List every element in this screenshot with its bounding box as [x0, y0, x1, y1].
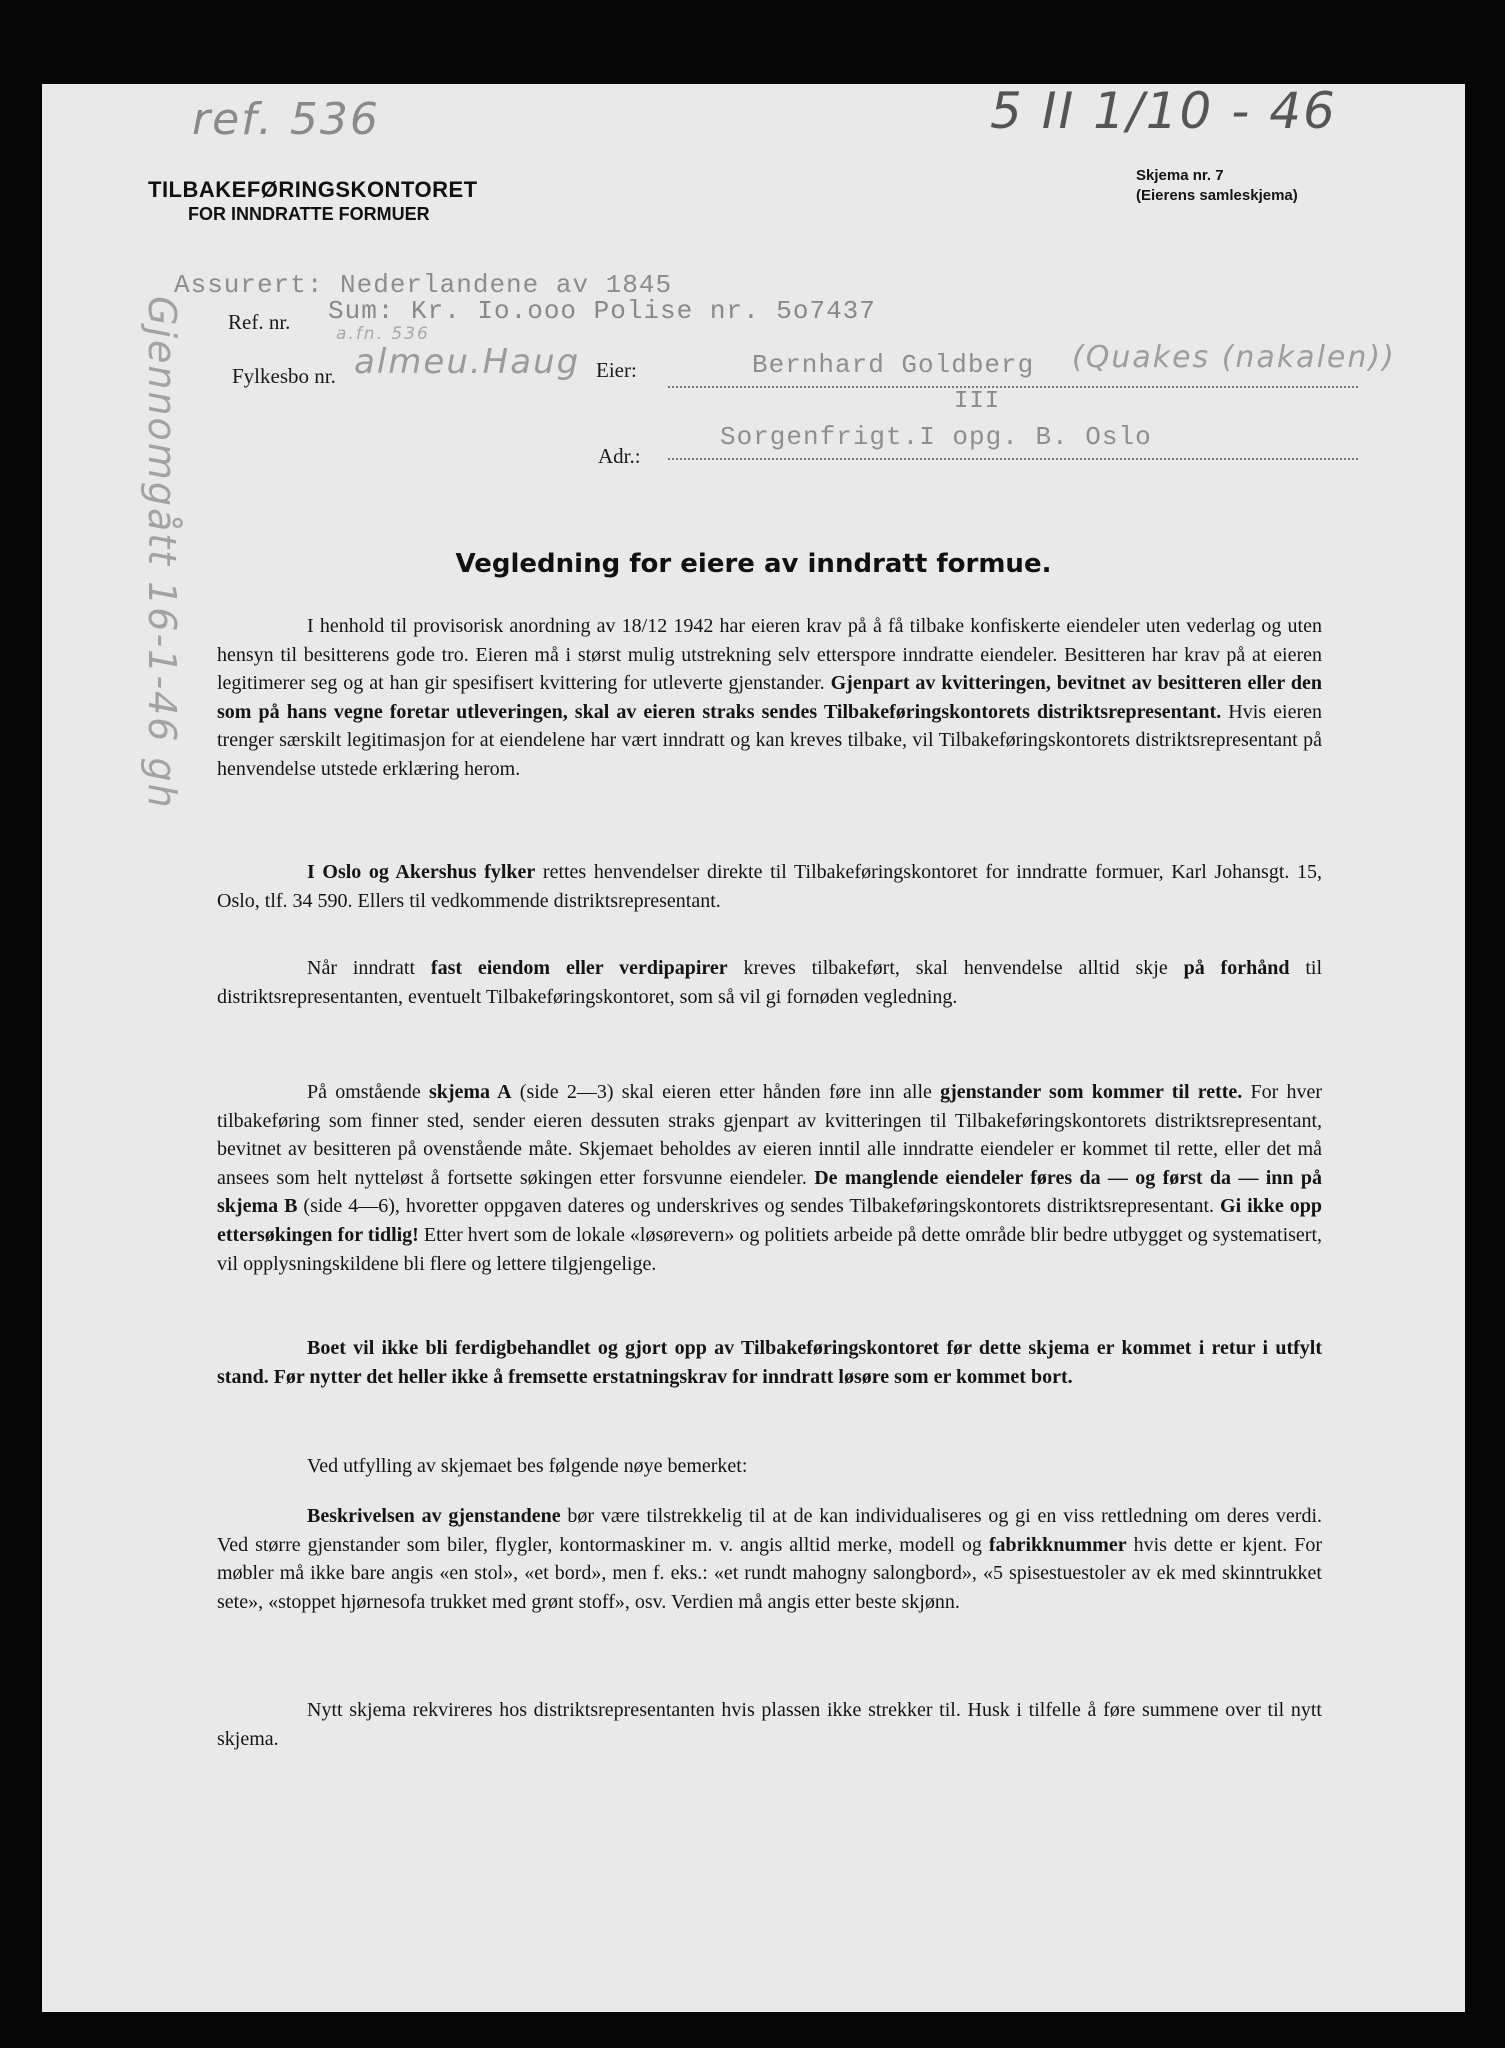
p7-text-c: fabrikknummer [988, 1533, 1127, 1556]
adr-label: Adr.: [598, 444, 641, 468]
p4-text-e: For hver tilbakeføring som finner sted, sender eieren dessuten straks gjenpart av kvitteringen til Tilbakeføringskontorets distriktsrepresentant, bevitnet av besitteren på ovenstående måte. Skjemaet beholdes av eieren inntil alle inndratte eiendeler er kommet til rette, eller det må ansees som helt nytteløst å fortsette søkingen etter forsvunne eiendeler. [217, 1081, 1323, 1189]
fylkesbo-value: almeu.Haug [354, 342, 581, 382]
form-number-block [1136, 166, 1298, 206]
paragraph-8 [217, 1696, 1322, 1753]
p4-text-g: (side 4—6), hvoretter oppgaven dateres og underskrives og sendes Tilbakeføringskontorets distriktsrepresentant. [303, 1195, 1215, 1218]
p3-text-b: fast eiendom eller verdipapirer [430, 957, 728, 979]
paragraph-2 [217, 858, 1322, 915]
p4-text-i: Etter hvert som de lokale «løsørevern» og politiets arbeide på dette område blir bedre utbygget og systematisert, vil opplysningskildene bli flere og lettere tilgjengelige. [217, 1223, 1323, 1275]
paragraph-5 [217, 1334, 1322, 1391]
form-number: Skjema nr. 7 [1136, 167, 1224, 184]
p7-text-a: Beskrivelsen av gjenstandene [307, 1505, 561, 1527]
handwritten-ref-note: ref. 536 [192, 94, 380, 145]
paragraph-1 [217, 612, 1322, 784]
p1-text-c: Hvis eieren trenger særskilt legitimasjon for at eiendelene har vært inndratt og kan kreves tilbake, vil Tilbakeføringskontorets distriktsrepresentant på henvendelse utstede erklæring herom. [217, 700, 1322, 780]
document-title: Vegledning for eiere av inndratt formue. [455, 549, 1052, 579]
p4-text-h: Gi ikke opp ettersøkingen for tidlig! [217, 1195, 1323, 1246]
p4-text-c: (side 2—3) skal eieren etter hånden føre inn alle [519, 1081, 932, 1103]
org-name: TILBAKEFØRINGSKONTORET [148, 177, 478, 202]
p3-text-d: på forhånd [1183, 957, 1290, 979]
p2-text-a: I Oslo og Akershus fylker [307, 861, 536, 883]
p3-text-e: til distriktsrepresentanten, eventuelt Tilbakeføringskontoret, som så vil gi fornøden vegledning. [217, 957, 1322, 1008]
p5-text: Boet vil ikke bli ferdigbehandlet og gjort opp av Tilbakeføringskontoret før dette skjema er kommet i retur i utfylt stand. Før nytter det heller ikke å fremsette erstatningskrav for inndratt løsøre som er kommet bort. [217, 1337, 1322, 1388]
sum-line: Sum: Kr. Io.ooo Polise nr. 5o7437 [328, 296, 876, 326]
p2-text-b: rettes henvendelser direkte til Tilbakeføringskontoret for inndratte formuer, Karl Johansgt. 15, Oslo, tlf. 34 590. Ellers til vedkommende distriktsrepresentant. [217, 861, 1322, 912]
adr-value: Sorgenfrigt.I opg. B. Oslo [720, 422, 1152, 452]
p1-text-b: Gjenpart av kvitteringen, bevitnet av besitteren eller den som på hans vegne foretar utleveringen, skal av eieren straks sendes Tilbakeføringskontorets distriktsrepresentant. [217, 672, 1323, 723]
org-subtitle: FOR INNDRATTE FORMUER [188, 204, 430, 224]
p7-text-d: hvis dette er kjent. For møbler må ikke bare angis «en stol», «et bord», men f. eks.: «et rundt mahogny salongbord», «5 spisestuestoler av ek med skinntrukket sete», «stoppet hjørnesofa trukket med grønt stoff», osv. Verdien må angis etter beste skjønn. [217, 1533, 1323, 1613]
paragraph-4 [217, 1078, 1322, 1278]
eier-dotline [668, 386, 1358, 388]
p4-text-d: gjenstander som kommer til rette. [940, 1081, 1243, 1103]
p3-text-a: Når inndratt [307, 957, 416, 979]
paragraph-3 [217, 954, 1322, 1011]
assurert-line: Assurert: Nederlandene av 1845 [174, 270, 673, 300]
eier-value: Bernhard Goldberg [752, 350, 1035, 380]
handwritten-ref-number: a.fn. 536 [336, 324, 430, 344]
p1-text-a: I henhold til provisorisk anordning av 18/12 1942 har eieren krav på å få tilbake konfiskerte eiendeler uten vederlag og uten hensyn til besitterens gode tro. Eieren må i størst mulig utstrekning selv etterspore inndratte eiendeler. Besitteren har krav på at eieren legitimerer seg og at han gir spesifisert kvittering for utleverte gjenstander. [217, 615, 1322, 695]
p8-text: Nytt skjema rekvireres hos distriktsrepresentanten hvis plassen ikke strekker til. Husk i tilfelle å føre summene over til nytt skjema. [217, 1699, 1322, 1750]
adr-floor: III [954, 388, 1001, 415]
adr-dotline [668, 458, 1358, 460]
p6-text: Ved utfylling av skjemaet bes følgende nøye bemerket: [307, 1455, 748, 1477]
form-subtitle: (Eierens samleskjema) [1136, 187, 1298, 204]
p4-text-f: De manglende eiendeler føres da — og først da — inn på skjema B [217, 1166, 1323, 1218]
p3-text-c: kreves tilbakeført, skal henvendelse alltid skje [743, 957, 1168, 979]
p4-text-a: På omstående [307, 1081, 421, 1103]
eier-label: Eier: [596, 358, 637, 382]
document-page [42, 84, 1465, 2012]
handwritten-owner-note: (Quakes (nakalen)) [1072, 340, 1396, 375]
paragraph-7 [217, 1502, 1322, 1616]
ref-label: Ref. nr. [228, 310, 291, 334]
handwritten-margin-note: Gjennomgått 16-1-46 gh [140, 296, 184, 810]
handwritten-date-note: 5 II 1/10 - 46 [990, 84, 1337, 140]
paragraph-6 [217, 1452, 1322, 1481]
fylkesbo-label: Fylkesbo nr. [232, 364, 336, 388]
p7-text-b: bør være tilstrekkelig til at de kan individualiseres og gi en viss rettledning om deres verdi. Ved større gjenstander som biler, flygler, kontormaskiner m. v. angis alltid merke, modell og [217, 1505, 1323, 1556]
p4-text-b: skjema A [428, 1081, 512, 1103]
